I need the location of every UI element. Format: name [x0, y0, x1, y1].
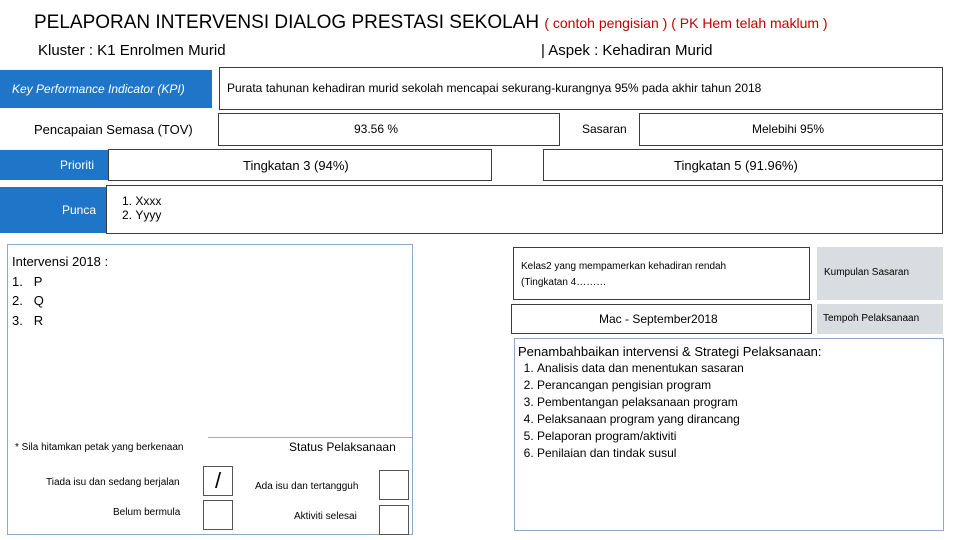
penambahbaikan-list [519, 360, 919, 462]
kpi-label: Key Performance Indicator (KPI) [0, 70, 212, 108]
prioriti-target: Tingkatan 5 (91.96%) [543, 149, 943, 181]
status-belum-checkbox[interactable] [203, 500, 233, 530]
strategi-item: 6. Penilaian dan tindak susul [537, 445, 919, 462]
kumpulan-value: Kelas2 yang mempamerkan kehadiran rendah (Tingkatan 4……… [513, 247, 810, 300]
intervensi-item: 3. R [12, 312, 44, 328]
prioriti-current: Tingkatan 3 (94%) [108, 149, 492, 181]
strategi-item: 5. Pelaporan program/aktiviti [537, 428, 919, 445]
status-tiada-isu-label: Tiada isu dan sedang berjalan [46, 477, 180, 488]
intervensi-item: 1. P [12, 273, 43, 289]
tov-value: 93.56 % [218, 113, 560, 146]
penambahbaikan-title: Penambahbaikan intervensi & Strategi Pelaksanaan: [518, 344, 822, 359]
kluster-label: Kluster : K1 Enrolmen Murid [38, 42, 226, 59]
intervensi-title: Intervensi 2018 : [12, 254, 109, 269]
status-selesai-checkbox[interactable] [379, 505, 409, 535]
punca-item: 2. Yyyy [122, 208, 162, 222]
tov-label: Pencapaian Semasa (TOV) [34, 122, 193, 137]
prioriti-label: Prioriti [0, 150, 110, 180]
status-note: * Sila hitamkan petak yang berkenaan [15, 442, 184, 453]
tempoh-value: Mac - September2018 [511, 304, 812, 334]
status-tiada-isu-checkbox[interactable]: / [203, 466, 233, 496]
status-divider [208, 437, 413, 438]
intervensi-item: 2. Q [12, 293, 44, 308]
title-text: PELAPORAN INTERVENSI DIALOG PRESTASI SEKOLAH [34, 12, 540, 33]
status-ada-isu-checkbox[interactable] [379, 470, 409, 500]
strategi-item: 3. Pembentangan pelaksanaan program [537, 394, 919, 411]
status-belum-label: Belum bermula [113, 507, 181, 518]
strategi-item: 4. Pelaksanaan program yang dirancang [537, 411, 919, 428]
status-title: Status Pelaksanaan [289, 440, 396, 454]
page-title [34, 12, 828, 34]
aspek-label: | Aspek : Kehadiran Murid [541, 42, 713, 59]
punca-label: Punca [0, 187, 106, 233]
sasaran-label: Sasaran [582, 122, 627, 136]
sasaran-value: Melebihi 95% [639, 113, 943, 146]
kumpulan-label: Kumpulan Sasaran [817, 247, 943, 300]
punca-item: 1. Xxxx [122, 194, 162, 208]
status-selesai-label: Aktiviti selesai [294, 511, 357, 522]
title-hint: ( contoh pengisian ) ( PK Hem telah maklum ) [544, 15, 828, 31]
intervensi-list [12, 252, 108, 330]
strategi-item: 1. Analisis data dan menentukan sasaran [537, 360, 919, 377]
punca-box [106, 185, 943, 234]
kpi-value: Purata tahunan kehadiran murid sekolah mencapai sekurang-kurangnya 95% pada akhir tahun 2018 [219, 67, 943, 110]
strategi-item: 2. Perancangan pengisian program [537, 377, 919, 394]
status-ada-isu-label: Ada isu dan tertangguh [255, 481, 359, 492]
tempoh-label: Tempoh Pelaksanaan [817, 304, 943, 334]
